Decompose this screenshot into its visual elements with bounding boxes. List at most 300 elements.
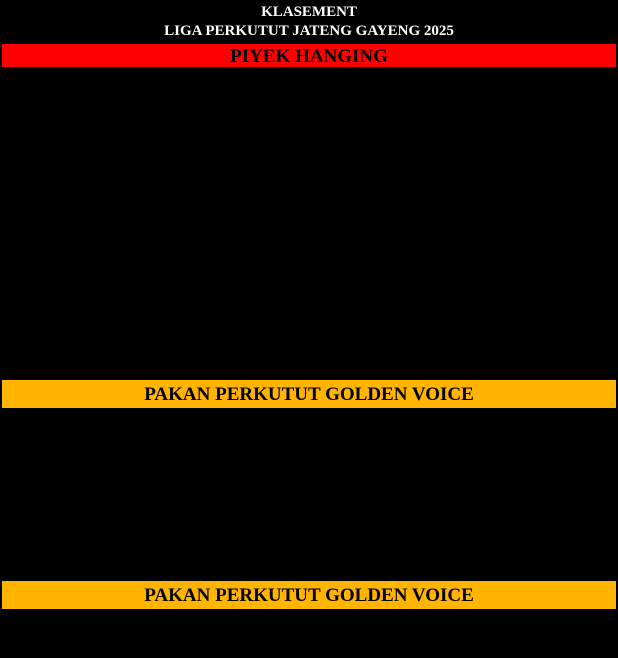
column-header-nama-pemilik: NAMA PEMILIK [36,69,237,87]
cell-l2: 30 [434,105,464,123]
table-body-section-1 [2,87,617,375]
cell-l4: 50 [494,123,524,141]
cell-owner-name: H IWAN [36,285,237,303]
cell-l5 [524,486,554,504]
cell-no [2,249,36,267]
cell-l1 [403,339,433,357]
cell-l3: 150 [464,159,494,177]
cell-l1 [403,267,433,285]
cell-owner-name: H SUPRIADI [36,357,237,375]
cell-l3 [464,285,494,303]
title-block [0,0,618,43]
cell-l3 [464,321,494,339]
cell-l2 [434,504,464,522]
cell-owner-name: H YUDI [36,414,237,432]
title-line-1: KLASEMENT [261,4,357,20]
title-line-2: LIGA PERKUTUT JATENG GAYENG 2025 [164,23,454,39]
cell-l4 [494,87,524,105]
cell-no: 3 [2,123,36,141]
cell-address: BOYOLALI [237,303,360,321]
cell-l1 [403,468,433,486]
cell-address: SURABAYA [237,123,360,141]
cell-l5 [524,522,554,540]
table-row [2,267,617,285]
cell-no [2,504,36,522]
cell-l6 [554,522,584,540]
cell-address: MAJALENGKA [237,285,360,303]
cell-l7: 150 [584,141,616,159]
cell-no [2,195,36,213]
cell-address: TEMANGGUNG [237,339,360,357]
standings-table-2 [1,413,617,576]
cell-address: KARTOSURO [237,432,360,450]
cell-l1 [403,87,433,105]
cell-l2 [434,159,464,177]
cell-poin: 90 [359,468,403,486]
cell-l3: 110 [464,339,494,357]
cell-owner-name: BMS BF [36,468,237,486]
cell-l2 [434,303,464,321]
column-header-no: NO [2,69,36,87]
cell-l2 [434,432,464,450]
cell-no [2,285,36,303]
table-row [2,540,617,558]
cell-l6 [554,468,584,486]
cell-l4 [494,558,524,576]
cell-l4 [494,213,524,231]
cell-l6 [554,558,584,576]
cell-owner-name: LUKMAN [36,432,237,450]
cell-l5 [524,468,554,486]
cell-l2 [434,468,464,486]
cell-no [2,321,36,339]
cell-owner-name: ABDUL SHOLEH [36,504,237,522]
cell-l1 [403,558,433,576]
cell-no [2,468,36,486]
cell-l7 [584,468,616,486]
cell-l5 [524,231,554,249]
cell-poin [359,177,403,195]
cell-poin: 130 [359,321,403,339]
cell-l6 [554,450,584,468]
cell-l4: 90 [494,468,524,486]
cell-l5 [524,177,554,195]
cell-l2 [434,414,464,432]
table-header-row [2,69,617,87]
table-row [2,468,617,486]
cell-l2: 50 [434,177,464,195]
cell-l1 [403,321,433,339]
cell-address: SURABAYA [237,159,360,177]
cell-address: SRAGEN [237,195,360,213]
cell-l5 [524,285,554,303]
cell-owner-name: SIGIT [36,195,237,213]
cell-l3 [464,267,494,285]
cell-l7 [584,432,616,450]
cell-l7 [584,159,616,177]
table-row [2,123,617,141]
cell-l4: 110 [494,357,524,375]
table-row [2,450,617,468]
cell-address: KULON PROGO [237,231,360,249]
cell-poin [359,87,403,105]
cell-owner-name: AWONG [36,159,237,177]
sponsor-band-2: PAKAN PERKUTUT GOLDEN VOICE [1,580,617,610]
cell-l1 [403,285,433,303]
cell-l6: 110 [554,432,584,450]
cell-l4 [494,267,524,285]
cell-l6 [554,540,584,558]
cell-l7 [584,357,616,375]
cell-l4 [494,159,524,177]
cell-no: 1 [2,87,36,105]
cell-l6 [554,414,584,432]
cell-l5 [524,450,554,468]
cell-l5 [524,249,554,267]
cell-no [2,486,36,504]
cell-l6 [554,195,584,213]
cell-l7 [584,249,616,267]
cell-l5 [524,339,554,357]
cell-address: BANDUNG [237,87,360,105]
cell-l1 [403,450,433,468]
cell-no: 4 [2,141,36,159]
table-row [2,87,617,105]
cell-l5: 160 [524,123,554,141]
cell-l4: 80 [494,522,524,540]
cell-poin: 30 [359,195,403,213]
cell-l3 [464,303,494,321]
cell-l5 [524,432,554,450]
cell-l6 [554,231,584,249]
cell-l5 [524,213,554,231]
cell-address: YOGYA [237,177,360,195]
cell-poin: 350 [359,141,403,159]
cell-address: PURWOREJO [237,522,360,540]
cell-no: 2 [2,105,36,123]
table-row [2,321,617,339]
cell-l1 [403,504,433,522]
cell-poin: 80 [359,540,403,558]
cell-l3 [464,432,494,450]
table-row [2,339,617,357]
table-row [2,195,617,213]
cell-l7 [584,267,616,285]
cell-l6 [554,486,584,504]
column-header-alamat: ALAMAT [237,69,360,87]
cell-l7 [584,87,616,105]
cell-l7 [584,414,616,432]
table-row [2,285,617,303]
cell-l7 [584,231,616,249]
cell-poin: 130 [359,267,403,285]
cell-owner-name: AGUS TARDI [36,321,237,339]
cell-l7: 130 [584,321,616,339]
cell-l5: 80 [524,141,554,159]
cell-l1 [403,141,433,159]
cell-l5 [524,87,554,105]
cell-l6 [554,357,584,375]
cell-l4: 150 [494,231,524,249]
cell-l4 [494,285,524,303]
cell-l1 [403,432,433,450]
cell-l2: 200 [434,213,464,231]
table-row [2,141,617,159]
cell-owner-name: TEAM CHELSEA & GOENDUL [36,123,237,141]
cell-owner-name: WAWAN TGM [36,540,237,558]
cell-l2: 40 [434,249,464,267]
cell-l3 [464,87,494,105]
cell-l3: 90 [464,450,494,468]
cell-address: TANJUNG PINANG [237,321,360,339]
cell-no [2,432,36,450]
cell-address: JEPARA [237,414,360,432]
cell-no [2,303,36,321]
cell-l1 [403,195,433,213]
cell-l3 [464,195,494,213]
cell-owner-name: DR YUDHA [36,267,237,285]
cell-l4 [494,321,524,339]
cell-owner-name: H ABDULLAH M. FAISOL [36,213,237,231]
cell-owner-name: DALDIRI [36,558,237,576]
cell-l3 [464,468,494,486]
cell-l3 [464,123,494,141]
table-row [2,177,617,195]
cell-poin [359,450,403,468]
cell-l1: 80 [403,486,433,504]
cell-l3: 130 [464,177,494,195]
cell-l4: 30 [494,141,524,159]
cell-poin: 110 [359,432,403,450]
cell-owner-name: HENRY TANGKER [36,303,237,321]
cell-l7 [584,504,616,522]
cell-l6 [554,159,584,177]
cell-l5: 80 [524,105,554,123]
cell-l3 [464,213,494,231]
cell-l2 [434,339,464,357]
cell-l2 [434,195,464,213]
cell-l2 [434,231,464,249]
cell-l2 [434,540,464,558]
cell-no [2,450,36,468]
cell-l1 [403,522,433,540]
table-row [2,558,617,576]
cell-l2 [434,321,464,339]
table-row [2,432,617,450]
cell-l1 [403,414,433,432]
cell-poin: 150 [359,231,403,249]
cell-no [2,357,36,375]
cell-l1 [403,540,433,558]
cell-l5 [524,321,554,339]
cell-l4 [494,339,524,357]
cell-l1 [403,123,433,141]
cell-l3 [464,486,494,504]
cell-l5 [524,540,554,558]
cell-no [2,540,36,558]
cell-poin: 130 [359,303,403,321]
column-header-poin: POIN [359,69,403,87]
table-row [2,414,617,432]
cell-l7 [584,285,616,303]
cell-l3: 50 [464,105,494,123]
cell-l7: 90 [584,105,616,123]
cell-address: CIREBON [237,486,360,504]
cell-no: 5 [2,159,36,177]
cell-l2 [434,123,464,141]
cell-l6: 90 [554,141,584,159]
cell-address: TEGAL [237,267,360,285]
cell-l4 [494,450,524,468]
cell-l3 [464,141,494,159]
section-banner-piyek-hanging: PIYEK HANGING [1,43,617,68]
cell-l3 [464,522,494,540]
table-row [2,303,617,321]
cell-owner-name: SANTOSO [36,249,237,267]
column-header-l4: L4 [494,69,524,87]
cell-no [2,177,36,195]
cell-poin: 110 [359,414,403,432]
cell-l3 [464,414,494,432]
cell-poin: 150 [359,249,403,267]
cell-l4 [494,195,524,213]
table-row [2,159,617,177]
cell-l6 [554,303,584,321]
cell-l4 [494,486,524,504]
cell-no [2,213,36,231]
cell-l5 [524,159,554,177]
cell-address: KEBUMEN [237,357,360,375]
table-body-section-2 [2,414,617,576]
cell-owner-name: KENT BF [36,177,237,195]
cell-poin: 370 [359,123,403,141]
cell-l4 [494,177,524,195]
table-row [2,213,617,231]
cell-l1 [403,213,433,231]
cell-l7 [584,195,616,213]
cell-poin [359,285,403,303]
cell-l4 [494,540,524,558]
cell-address: CIREBON [237,540,360,558]
table-row [2,522,617,540]
cell-poin [359,486,403,504]
cell-poin [359,339,403,357]
cell-l7 [584,303,616,321]
cell-address: YOGYA [237,450,360,468]
cell-l3 [464,558,494,576]
table-row [2,231,617,249]
cell-l2 [434,486,464,504]
cell-address: BATANG [237,504,360,522]
cell-l4 [494,249,524,267]
cell-l2 [434,141,464,159]
cell-owner-name: SUTARYONO [36,450,237,468]
cell-l1 [403,357,433,375]
cell-address: CILACAP [237,468,360,486]
cell-l1 [403,231,433,249]
cell-l5 [524,504,554,522]
cell-l4: 20 [494,105,524,123]
cell-address: SALATIGA [237,558,360,576]
cell-l1: 150 [403,159,433,177]
cell-l7 [584,339,616,357]
cell-l7 [584,450,616,468]
cell-l4 [494,504,524,522]
cell-l1: 40 [403,249,433,267]
cell-l6 [554,321,584,339]
cell-l6 [554,177,584,195]
cell-l5 [524,195,554,213]
cell-l6 [554,123,584,141]
cell-address: BANDUNGAN [237,249,360,267]
cell-owner-name: SANIMAN [36,105,237,123]
table-row [2,504,617,522]
cell-poin [359,159,403,177]
column-header-l6: L6 [554,69,584,87]
cell-address: KUDUS [237,105,360,123]
standings-table-1 [1,68,617,375]
cell-no [2,267,36,285]
cell-l6 [554,285,584,303]
cell-l4 [494,414,524,432]
cell-no [2,558,36,576]
cell-l4 [494,303,524,321]
table-row [2,486,617,504]
cell-owner-name: ALLONSO [36,486,237,504]
cell-l3 [464,357,494,375]
cell-address: CILACAP [237,141,360,159]
cell-l2: 230 [434,87,464,105]
cell-l7 [584,486,616,504]
column-header-l3: L3 [464,69,494,87]
cell-l6 [554,249,584,267]
cell-address: MALANG [237,213,360,231]
cell-l3: 70 [464,249,494,267]
column-header-l7: L7 [584,69,616,87]
cell-no [2,522,36,540]
cell-l4 [494,432,524,450]
cell-no [2,231,36,249]
sponsor-band-1: PAKAN PERKUTUT GOLDEN VOICE [1,379,617,409]
cell-l5: 110 [524,414,554,432]
cell-l5 [524,267,554,285]
cell-l7 [584,177,616,195]
cell-l7 [584,213,616,231]
cell-l6 [554,87,584,105]
cell-l2 [434,450,464,468]
cell-l3 [464,231,494,249]
cell-l3: 80 [464,504,494,522]
cell-owner-name: EDI EGT [36,522,237,540]
cell-l7 [584,540,616,558]
column-header-l2: L2 [434,69,464,87]
cell-l6: 70 [554,105,584,123]
cell-owner-name: ABDUL BADI [36,339,237,357]
table-row [2,105,617,123]
cell-poin: 80 [359,558,403,576]
table-row [2,249,617,267]
cell-l6 [554,339,584,357]
cell-l6 [554,267,584,285]
cell-l1: 110 [403,177,433,195]
cell-l2 [434,522,464,540]
cell-l1: 90 [403,105,433,123]
cell-l5 [524,558,554,576]
cell-l2 [434,558,464,576]
cell-poin: 430 [359,105,403,123]
cell-poin: 110 [359,357,403,375]
cell-l5: 130 [524,303,554,321]
